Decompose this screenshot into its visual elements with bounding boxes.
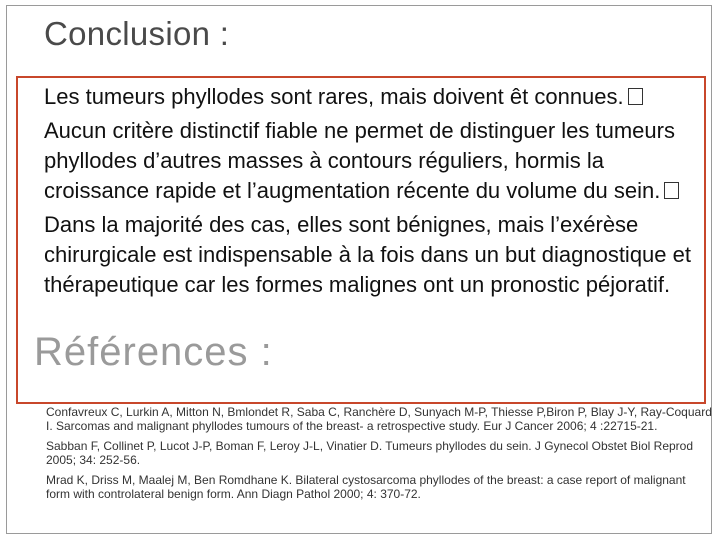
reference-text: Confavreux C, Lurkin A, Mitton N, Bmlondet R, Saba C, Ranchère D, Sunyach M-P, Thiesse P,Biron P, Blay J-Y, Ray-Coquard I. Sarcomas and malignant phyllodes tumours of the breast- a retrospective study. Eur J Cancer 2006; 4 :22715-21. xyxy=(46,405,712,433)
conclusion-text: Dans la majorité des cas, elles sont bénignes, mais l’exérèse chirurgicale est indispensable à la fois dans un but diagnostique et thérapeutique car les formes malignes ont un pronostic péjoratif. xyxy=(44,212,691,297)
conclusion-text: Aucun critère distinctif fiable ne permet de distinguer les tumeurs phyllodes d’autres masses à contours réguliers, hormis la croissance rapide et l’augmentation récente du volume du sein. xyxy=(44,118,675,203)
conclusion-item xyxy=(22,210,698,300)
reference-item xyxy=(28,473,712,501)
reference-text: Mrad K, Driss M, Maalej M, Ben Romdhane K. Bilateral cystosarcoma phyllodes of the breast: a case report of malignant form with controlateral benign form. Ann Diagn Pathol 2000; 4: 370-72. xyxy=(46,473,686,501)
box-glyph-icon xyxy=(664,182,679,199)
reference-text: Sabban F, Collinet P, Lucot J-P, Boman F, Leroy J-L, Vinatier D. Tumeurs phyllodes du sein. J Gynecol Obstet Biol Reprod 2005; 34: 252-56. xyxy=(46,439,694,467)
reference-item xyxy=(28,439,712,467)
conclusion-item xyxy=(22,116,698,206)
reference-item xyxy=(28,405,712,433)
conclusion-text: Les tumeurs phyllodes sont rares, mais doivent êt connues. xyxy=(44,84,624,109)
box-glyph-icon xyxy=(628,88,643,105)
references-list xyxy=(28,405,712,507)
references-heading: Références : xyxy=(34,330,273,374)
conclusion-item xyxy=(22,82,698,112)
conclusion-list xyxy=(22,82,698,304)
slide-title: Conclusion : xyxy=(44,15,230,52)
